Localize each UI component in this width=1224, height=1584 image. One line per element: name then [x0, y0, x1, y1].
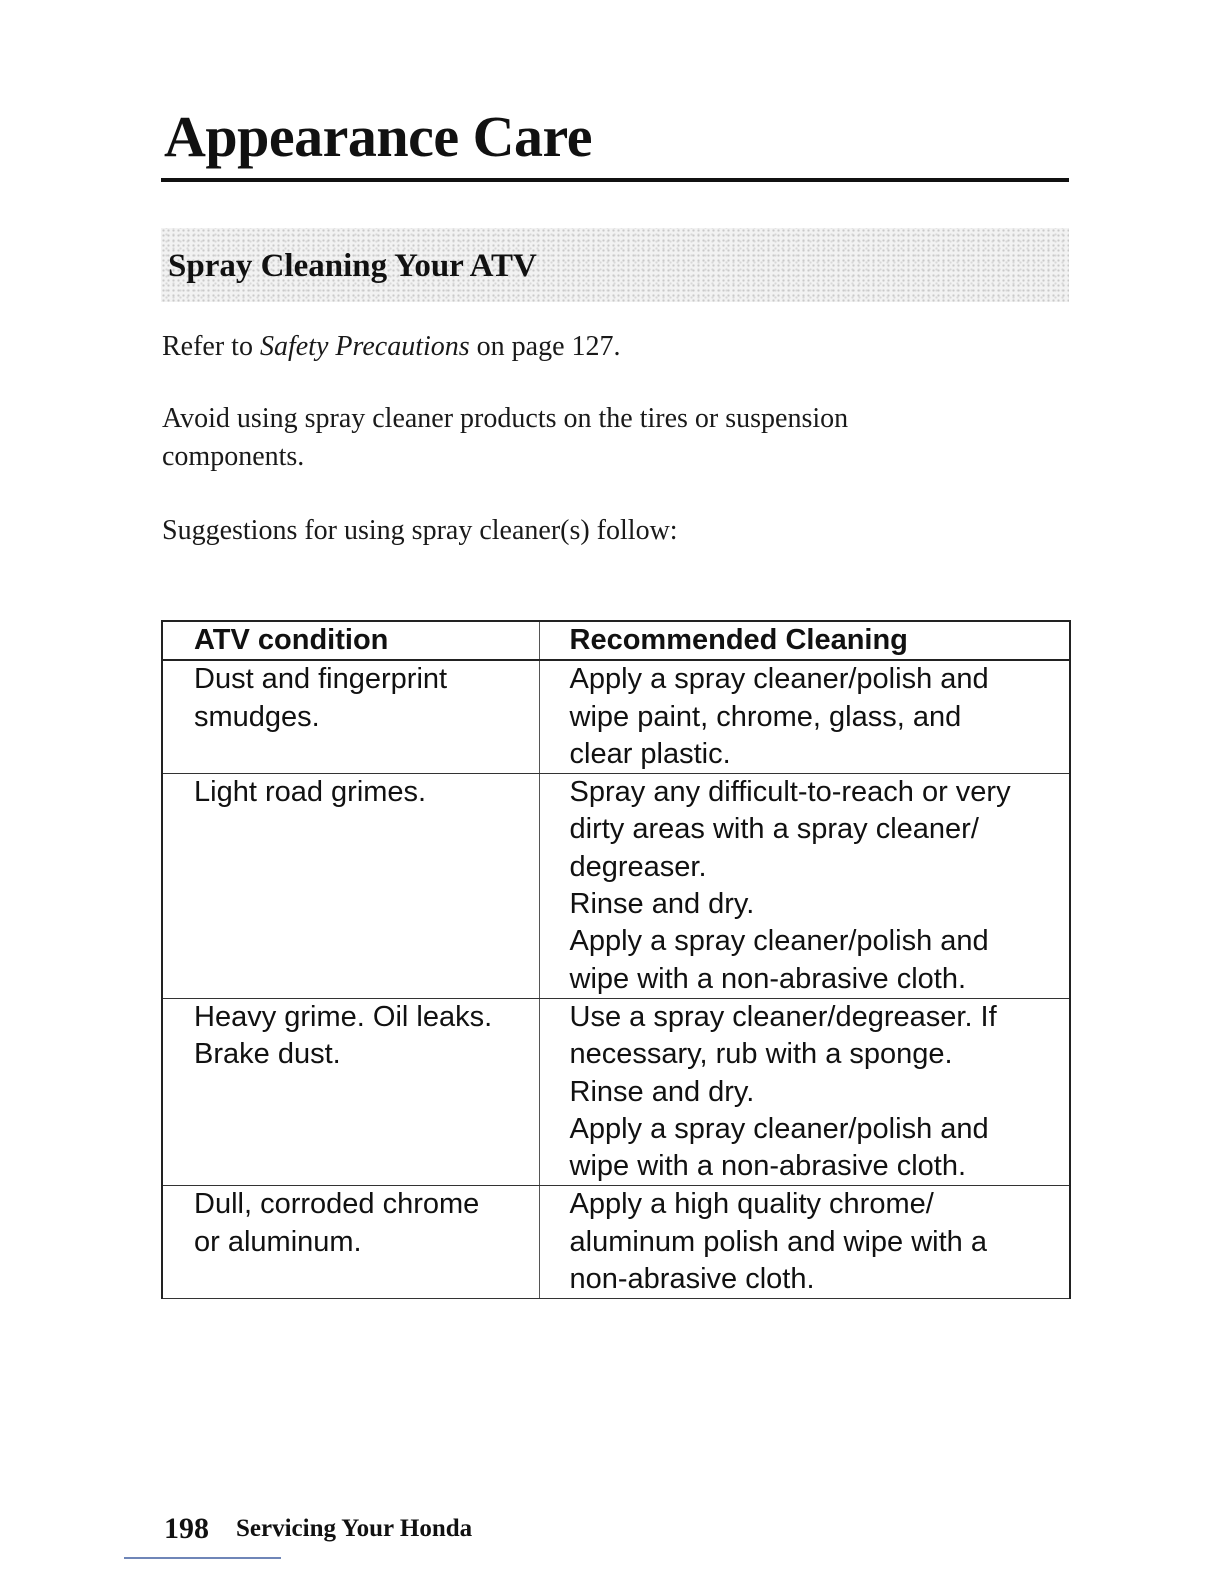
condition-line: Dust and fingerprint — [194, 663, 448, 696]
table-row — [162, 1186, 1070, 1299]
cleaning-line: aluminum polish and wipe with a — [569, 1225, 987, 1258]
cleaning-line: Apply a spray cleaner/polish and — [569, 925, 989, 958]
safety-precautions-reference: Safety Precautions — [259, 331, 470, 362]
cleaning-cell — [539, 998, 1070, 1185]
table-header-row — [162, 621, 1070, 660]
table-row — [162, 660, 1070, 773]
cleaning-line: Spray any difficult-to-reach or very — [569, 776, 1011, 809]
cleaning-cell — [539, 774, 1070, 999]
section-heading: Spray Cleaning Your ATV — [168, 248, 537, 284]
condition-cell — [162, 774, 539, 999]
cleaning-line: Apply a spray cleaner/polish and — [569, 1112, 989, 1145]
condition-cell — [162, 1186, 539, 1299]
cleaning-line: wipe with a non-abrasive cloth. — [569, 1150, 967, 1183]
page-number: 198 — [164, 1512, 209, 1545]
cleaning-line: Apply a high quality chrome/ — [569, 1188, 934, 1221]
page-title: Appearance Care — [164, 104, 592, 169]
condition-line: Light road grimes. — [194, 776, 427, 809]
cleaning-line: Apply a spray cleaner/polish and — [569, 663, 989, 696]
cleaning-line: degreaser. — [569, 850, 707, 883]
cleaning-line: dirty areas with a spray cleaner/ — [569, 813, 979, 846]
refer-prefix: Refer to — [162, 331, 260, 362]
cleaning-cell — [539, 660, 1070, 773]
title-divider — [161, 178, 1069, 182]
refer-suffix: on page 127. — [469, 331, 621, 362]
cleaning-line: Rinse and dry. — [569, 888, 755, 921]
cleaning-cell — [539, 1186, 1070, 1299]
cleaning-line: wipe paint, chrome, glass, and — [569, 700, 962, 733]
condition-cell — [162, 998, 539, 1185]
footer-section-title: Servicing Your Honda — [236, 1515, 473, 1542]
condition-line: Heavy grime. Oil leaks. — [194, 1000, 493, 1033]
cleaning-line: Rinse and dry. — [569, 1075, 755, 1108]
safety-reference — [162, 328, 621, 366]
condition-line: smudges. — [194, 700, 320, 733]
cleaning-line: non-abrasive cloth. — [569, 1263, 815, 1296]
table-row — [162, 998, 1070, 1185]
condition-line: Dull, corroded chrome — [194, 1188, 480, 1221]
condition-line: or aluminum. — [194, 1225, 362, 1258]
avoid-paragraph — [162, 400, 1002, 476]
cleaning-line: necessary, rub with a sponge. — [569, 1038, 953, 1071]
header-recommended-cleaning: Recommended Cleaning — [539, 621, 1070, 660]
table-row — [162, 774, 1070, 999]
avoid-line-1: Avoid using spray cleaner products on the tires or suspension — [162, 403, 849, 434]
cleaning-line: Use a spray cleaner/degreaser. If — [569, 1000, 997, 1033]
header-atv-condition: ATV condition — [162, 621, 539, 660]
suggestions-paragraph: Suggestions for using spray cleaner(s) follow: — [162, 515, 678, 546]
avoid-line-2: components. — [162, 441, 305, 472]
condition-line: Brake dust. — [194, 1038, 341, 1071]
cleaning-table — [161, 620, 1071, 1299]
cleaning-line: wipe with a non-abrasive cloth. — [569, 962, 967, 995]
condition-cell — [162, 660, 539, 773]
cleaning-line: clear plastic. — [569, 737, 731, 770]
footer-underline — [124, 1557, 281, 1559]
